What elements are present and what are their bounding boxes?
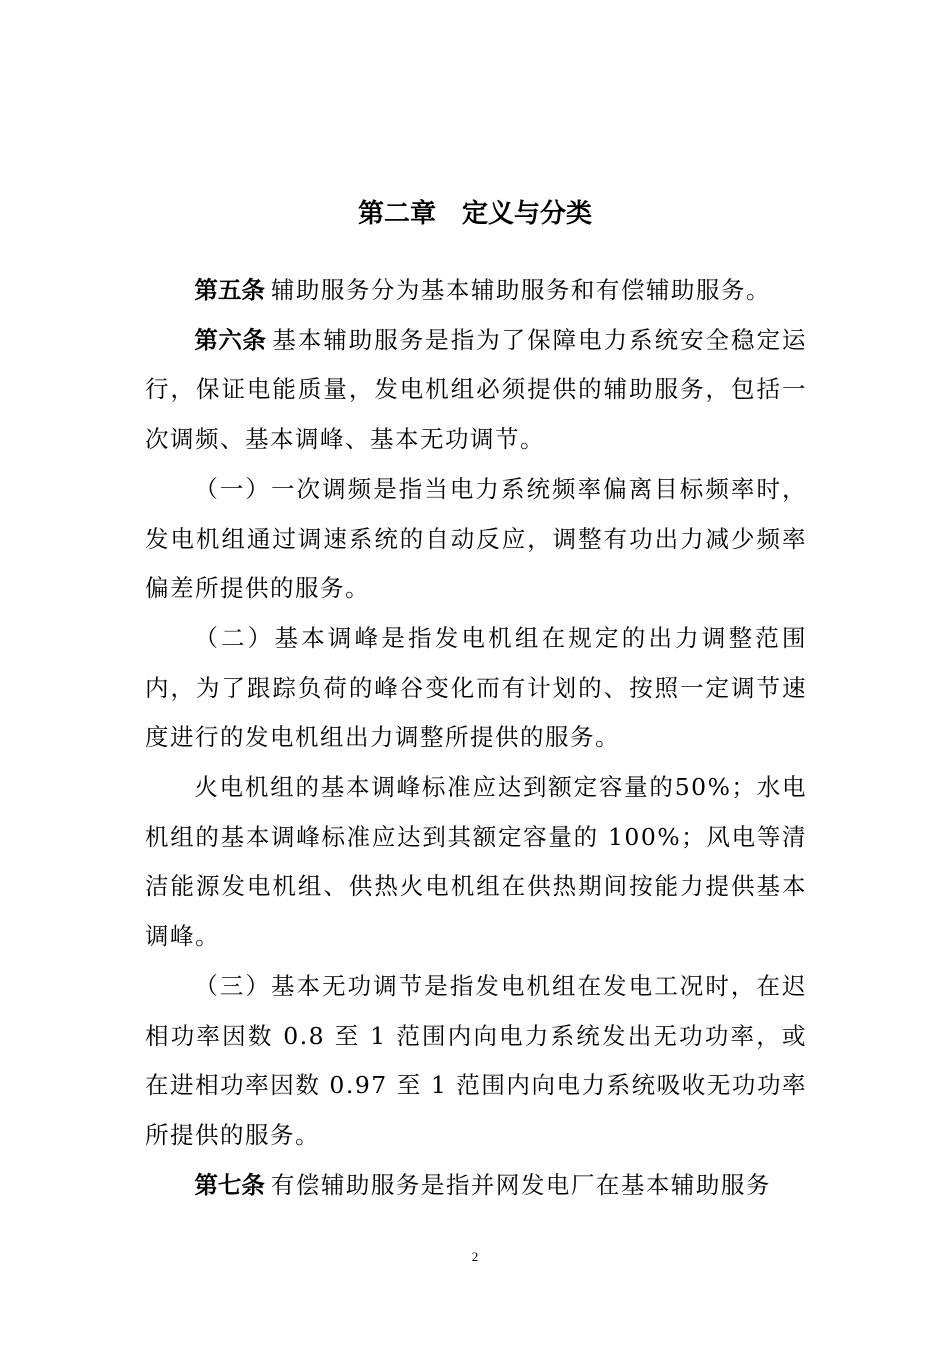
article-7-text: 有偿辅助服务是指并网发电厂在基本辅助服务 [270, 1170, 771, 1199]
article-7-label: 第七条 [194, 1170, 265, 1199]
article-6-label: 第六条 [194, 325, 267, 354]
chapter-title: 第二章 定义与分类 [357, 199, 592, 229]
article-6-text: 基本辅助服务是指为了保障电力系统安全稳定运行，保证电能质量，发电机组必须提供的辅助服务，包括一次调频、基本调峰、基本无功调节。 [145, 325, 808, 454]
article-6-paragraph [145, 316, 807, 465]
item-2-paragraph: （二）基本调峰是指发电机组在规定的出力调整范围内，为了跟踪负荷的峰谷变化而有计划的、按照一定调节速度进行的发电机组出力调整所提供的服务。 [145, 623, 807, 752]
article-5-text: 辅助服务分为基本辅助服务和有偿辅助服务。 [270, 276, 771, 304]
article-5-paragraph [145, 266, 807, 316]
article-7-paragraph [145, 1161, 807, 1211]
item-3-paragraph: （三）基本无功调节是指发电机组在发电工况时，在迟相功率因数 0.8 至 1 范围内向电力系统发出无功功率，或在进相功率因数 0.97 至 1 范围内向电力系统吸收无功功率所提供的服务。 [145, 971, 807, 1149]
page-number: 2 [471, 1249, 479, 1264]
article-5-label: 第五条 [194, 276, 265, 304]
item-1-paragraph: （一）一次调频是指当电力系统频率偏离目标频率时，发电机组通过调速系统的自动反应，调整有功出力减少频率偏差所提供的服务。 [145, 474, 807, 603]
document-body [145, 266, 807, 1210]
peak-standard-paragraph: 火电机组的基本调峰标准应达到额定容量的50%；水电机组的基本调峰标准应达到其额定容量的 100%；风电等清洁能源发电机组、供热火电机组在供热期间按能力提供基本调峰。 [145, 773, 807, 951]
